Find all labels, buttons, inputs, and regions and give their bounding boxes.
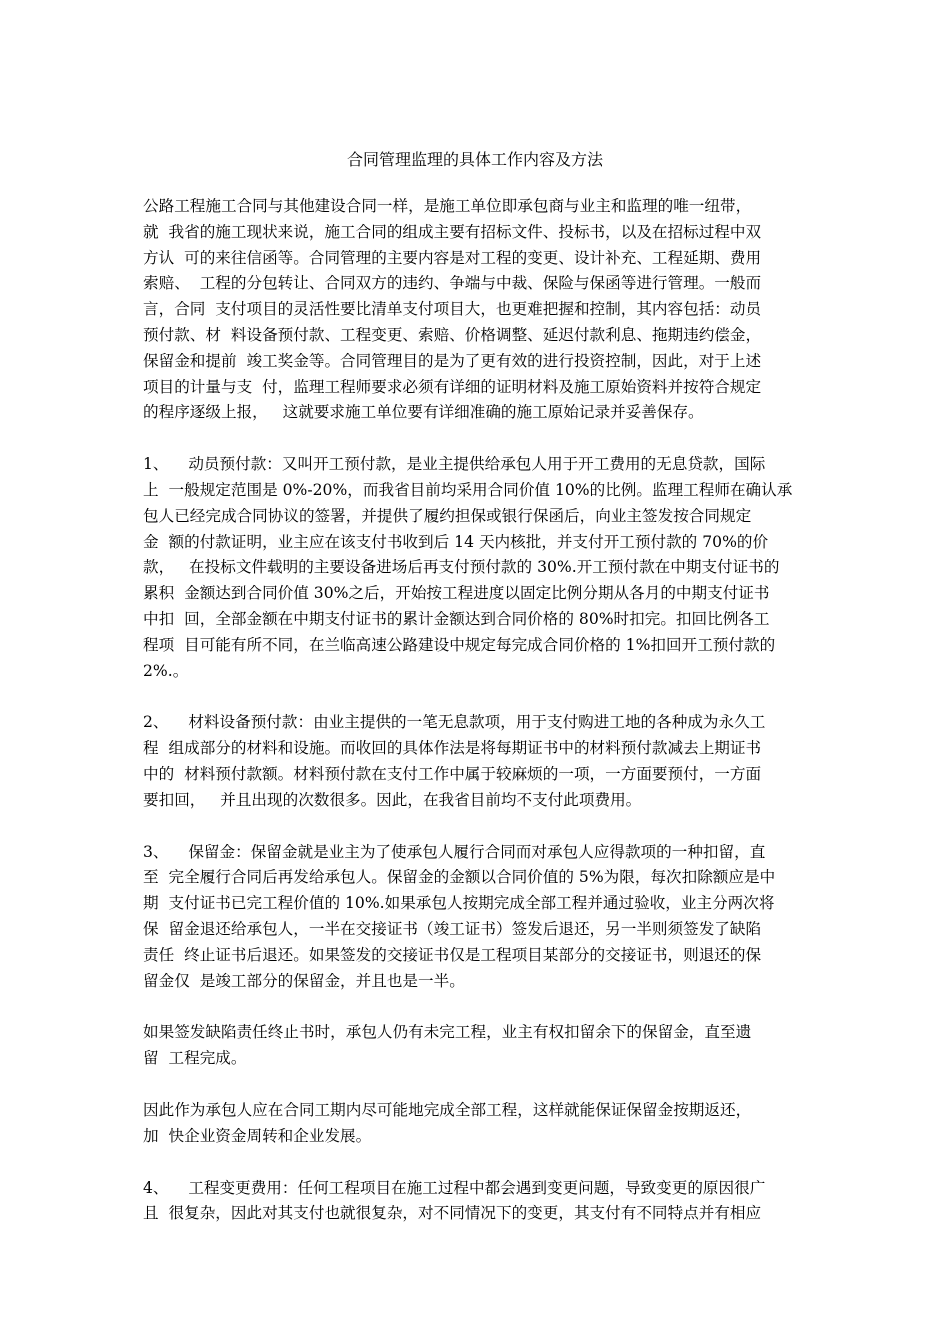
paragraph-line: 留金仅 是竣工部分的保留金，并且也是一半。 [143, 971, 465, 990]
paragraph-line: 程 组成部分的材料和设施。而收回的具体作法是将每期证书中的材料预付款减去上期证书 [143, 739, 762, 758]
paragraph-line: 上 一般规定范围是 0%-20%，而我省目前均采用合同价值 10%的比例。监理工程师在确认承 [143, 480, 793, 499]
paragraph-line: 期 支付证书已完工程价值的 10%.如果承包人按期完成全部工程并通过验收，业主分两次将 [143, 894, 775, 913]
paragraph-retention [143, 840, 823, 995]
paragraph-line: 程项 目可能有所不同，在兰临高速公路建设中规定每完成合同价格的 1%扣回开工预付款的 [143, 635, 776, 654]
paragraph-defects-certificate [143, 1020, 823, 1072]
paragraph-line: 保 留金退还给承包人，一半在交接证书（竣工证书）签发后退还，另一半则须签发了缺陷 [143, 919, 762, 938]
paragraph-line: 款， 在投标文件载明的主要设备进场后再支付预付款的 30%.开工预付款在中期支付证书的 [143, 558, 780, 577]
paragraph-line: 项目的计量与支 付，监理工程师要求必须有详细的证明材料及施工原始资料并按符合规定 [143, 377, 762, 396]
paragraph-material-advance [143, 710, 823, 813]
paragraph-intro [143, 194, 823, 426]
document-body [143, 194, 823, 1253]
paragraph-line: 保留金和提前 竣工奖金等。合同管理目的是为了更有效的进行投资控制，因此，对于上述 [143, 351, 762, 370]
paragraph-line: 中的 材料预付款额。材料预付款在支付工作中属于较麻烦的一项，一方面要预付，一方面 [143, 764, 762, 783]
document-title: 合同管理监理的具体工作内容及方法 [346, 150, 603, 169]
paragraph-advance-payment [143, 452, 823, 684]
paragraph-line: 的程序逐级上报， 这就要求施工单位要有详细准确的施工原始记录并妥善保存。 [143, 403, 704, 422]
paragraph-line: 方认 可的来往信函等。合同管理的主要内容是对工程的变更、设计补充、工程延期、费用 [143, 248, 762, 267]
paragraph-line: 责任 终止证书后退还。如果签发的交接证书仅是工程项目某部分的交接证书，则退还的保 [143, 945, 762, 964]
paragraph-line: 3、 保留金：保留金就是业主为了使承包人履行合同而对承包人应得款项的一种扣留，直 [143, 842, 766, 861]
paragraph-line: 中扣 回，全部金额在中期支付证书的累计金额达到合同价格的 80%时扣完。扣回比例各工 [143, 609, 770, 628]
paragraph-line: 至 完全履行合同后再发给承包人。保留金的金额以合同价值的 5%为限，每次扣除额应是中 [143, 868, 776, 887]
paragraph-line: 言，合同 支付项目的灵活性要比清单支付项目大，也更难把握和控制，其内容包括：动员 [143, 300, 762, 319]
paragraph-variation-cost [143, 1176, 823, 1228]
paragraph-line: 4、 工程变更费用：任何工程项目在施工过程中都会遇到变更问题，导致变更的原因很广 [143, 1178, 766, 1197]
paragraph-line: 2、 材料设备预付款：由业主提供的一笔无息款项，用于支付购进工地的各种成为永久工 [143, 713, 766, 732]
paragraph-contractor-advice [143, 1098, 823, 1150]
paragraph-line: 公路工程施工合同与其他建设合同一样，是施工单位即承包商与业主和监理的唯一纽带， [143, 197, 752, 215]
paragraph-line: 要扣回， 并且出现的次数很多。因此，在我省目前均不支付此项费用。 [143, 790, 642, 809]
paragraph-line: 就 我省的施工现状来说，施工合同的组成主要有招标文件、投标书，以及在招标过程中双 [143, 222, 762, 241]
paragraph-line: 加 快企业资金周转和企业发展。 [143, 1126, 372, 1145]
paragraph-line: 1、 动员预付款：又叫开工预付款，是业主提供给承包人用于开工费用的无息贷款，国际 [143, 455, 766, 474]
paragraph-line: 金 额的付款证明，业主应在该支付书收到后 14 天内核批，并支付开工预付款的 70%的价 [143, 532, 769, 551]
paragraph-line: 累积 金额达到合同价值 30%之后，开始按工程进度以固定比例分期从各月的中期支付证书 [143, 584, 770, 603]
paragraph-line: 预付款、材 料设备预付款、工程变更、索赔、价格调整、延迟付款利息、拖期违约偿金， [143, 325, 762, 344]
paragraph-line: 且 很复杂，因此对其支付也就很复杂，对不同情况下的变更，其支付有不同特点并有相应 [143, 1204, 762, 1223]
paragraph-line: 因此作为承包人应在合同工期内尽可能地完成全部工程，这样就能保证保留金按期返还， [143, 1100, 752, 1119]
paragraph-line: 2%.。 [143, 661, 189, 680]
paragraph-line: 索赔、 工程的分包转让、合同双方的违约、争端与中裁、保险与保函等进行管理。一般而 [143, 274, 762, 293]
paragraph-line: 包人已经完成合同协议的签署，并提供了履约担保或银行保函后，向业主签发按合同规定 [143, 506, 752, 525]
paragraph-line: 如果签发缺陷责任终止书时，承包人仍有未完工程，业主有权扣留余下的保留金，直至遗 [143, 1023, 752, 1042]
paragraph-line: 留 工程完成。 [143, 1049, 247, 1068]
